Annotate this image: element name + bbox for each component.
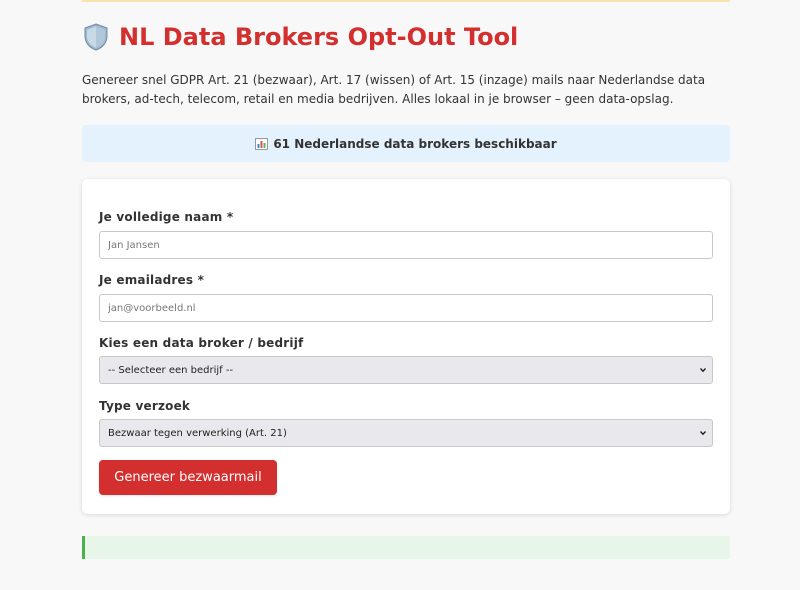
broker-count-text: 61 Nederlandse data brokers beschikbaar bbox=[273, 136, 557, 151]
broker-label: Kies een data broker / bedrijf bbox=[99, 336, 304, 350]
email-label: Je emailadres * bbox=[99, 273, 205, 287]
request-type-select-value: Bezwaar tegen verwerking (Art. 21) bbox=[108, 427, 287, 439]
email-input[interactable] bbox=[99, 294, 713, 322]
name-input[interactable] bbox=[99, 231, 713, 259]
broker-select-value: -- Selecteer een bedrijf -- bbox=[108, 364, 234, 376]
bar-chart-icon bbox=[255, 138, 268, 150]
request-type-select[interactable] bbox=[99, 419, 713, 447]
name-label: Je volledige naam * bbox=[99, 210, 234, 224]
broker-count-banner bbox=[82, 125, 730, 162]
result-box bbox=[82, 536, 730, 559]
optout-form-card bbox=[82, 179, 730, 514]
page-title: NL Data Brokers Opt-Out Tool bbox=[119, 23, 519, 51]
request-type-label: Type verzoek bbox=[99, 399, 191, 413]
page-header bbox=[82, 20, 518, 54]
broker-select[interactable] bbox=[99, 356, 713, 384]
chevron-down-icon bbox=[698, 428, 708, 438]
intro-text: Genereer snel GDPR Art. 21 (bezwaar), Art. 17 (wissen) of Art. 15 (inzage) mails naar Nederlandse data brokers, ad-tech, telecom, retail en media bedrijven. Alles lokaal in je browser – geen data-opslag. bbox=[82, 73, 706, 106]
top-accent-bar bbox=[82, 0, 730, 2]
generate-objection-button[interactable]: Genereer bezwaarmail bbox=[99, 460, 277, 495]
shield-icon bbox=[82, 22, 110, 52]
chevron-down-icon bbox=[698, 365, 708, 375]
